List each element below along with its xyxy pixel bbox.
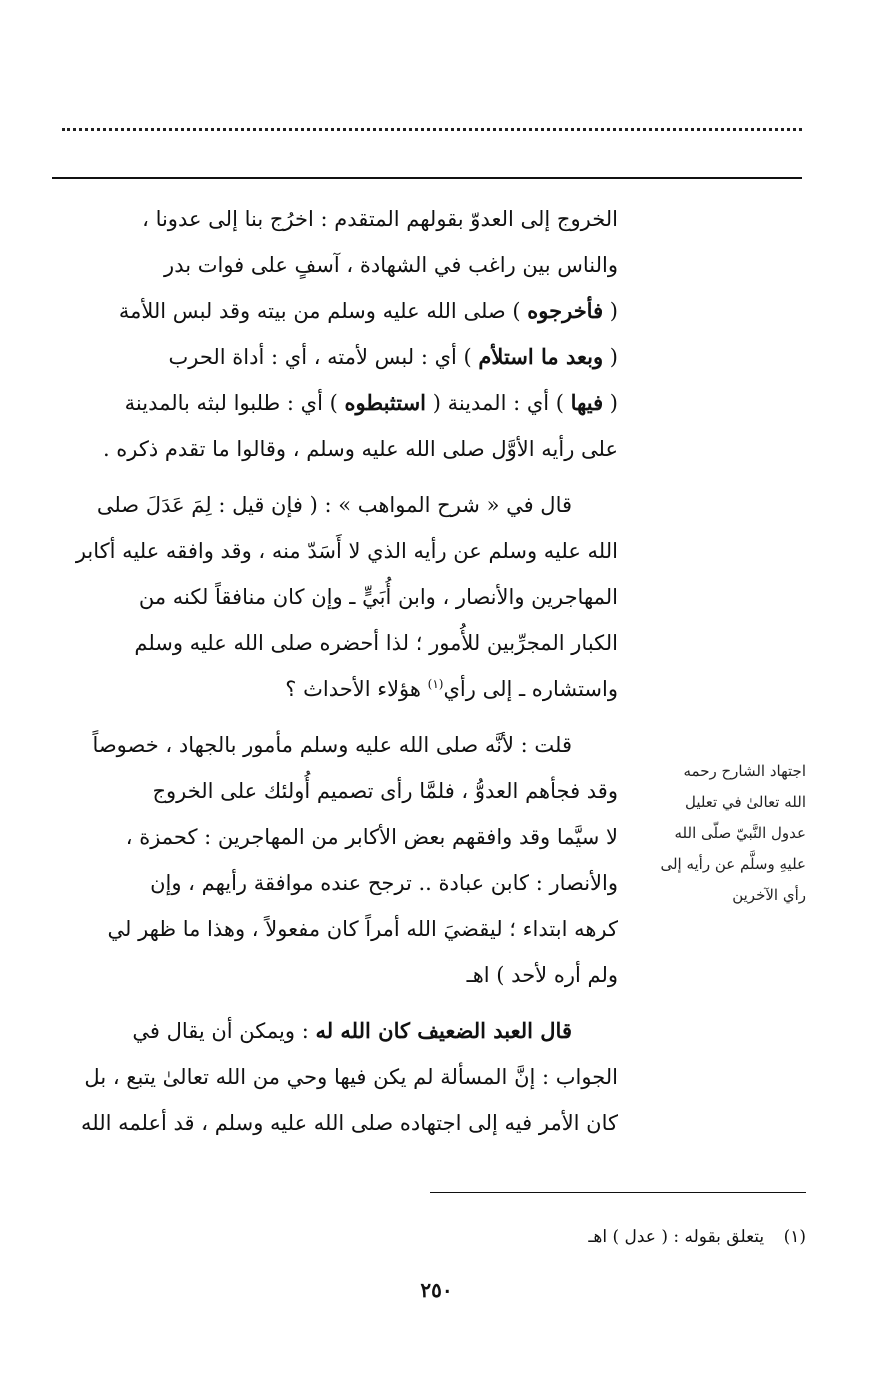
- text-run: ولم أره لأحد ) اهـ: [466, 963, 618, 987]
- text-line: [52, 1054, 618, 1100]
- text-run: الله عليه وسلم عن رأيه الذي لا أَسَدّ منه ، وقد وافقه عليه أكابر: [75, 539, 618, 563]
- text-run: والأنصار : كابن عبادة .. ترجح عنده موافقة رأيهم ، وإن: [150, 871, 618, 895]
- paragraph: [52, 482, 618, 712]
- text-line: [52, 334, 618, 380]
- text-run: كرهه ابتداء ؛ ليقضيَ الله أمراً كان مفعولاً ، وهذا ما ظهر لي: [107, 917, 618, 941]
- text-line: [52, 426, 618, 472]
- text-run: كان الأمر فيه إلى اجتهاده صلى الله عليه وسلم ، قد أعلمه الله: [81, 1111, 618, 1135]
- text-run: ) أي : طلبوا لبثه بالمدينة: [124, 391, 345, 415]
- text-line: [52, 620, 618, 666]
- text-line: [52, 906, 618, 952]
- margin-note-line: رأي الآخرين: [732, 886, 806, 904]
- text-line: [52, 814, 618, 860]
- text-line: [52, 1100, 618, 1146]
- text-run: ) أي : لبس لأمته ، أي : أداة الحرب: [168, 345, 479, 369]
- text-line: [52, 288, 618, 334]
- main-text: [52, 196, 618, 1146]
- header-dotted-rule: [62, 128, 802, 131]
- text-run: واستشاره ـ إلى رأي: [443, 677, 618, 701]
- margin-note-line: اجتهاد الشارح رحمه: [683, 762, 806, 780]
- text-run: قلت : لأنَّه صلى الله عليه وسلم مأمور بالجهاد ، خصوصاً: [92, 733, 572, 757]
- text-run: والناس بين راغب في الشهادة ، آسفٍ على فوات بدر: [164, 253, 618, 277]
- margin-note-line: عليهِ وسلَّم عن رأيه إلى: [660, 855, 806, 873]
- text-run: على رأيه الأوَّل صلى الله عليه وسلم ، وقالوا ما تقدم ذكره .: [102, 437, 618, 461]
- text-line: [52, 952, 618, 998]
- text-run: (: [603, 299, 618, 323]
- text-line: [52, 242, 618, 288]
- footnote-number: (١): [783, 1227, 806, 1247]
- bold-term: قال العبد الضعيف كان الله له: [315, 1018, 572, 1043]
- text-run: ) أي : المدينة (: [426, 391, 571, 415]
- bold-term: فيها: [570, 390, 604, 415]
- text-run: الجواب : إنَّ المسألة لم يكن فيها وحي من الله تعالىٰ يتبع ، بل: [84, 1065, 618, 1089]
- text-run: : ويمكن أن يقال في: [132, 1019, 316, 1043]
- text-run: قال في « شرح المواهب » : ( فإن قيل : لِمَ عَدَلَ صلى: [96, 493, 572, 517]
- bold-term: فأخرجوه: [527, 298, 604, 323]
- page-number: ٢٥٠: [420, 1278, 453, 1302]
- text-line: [52, 666, 618, 712]
- text-line: [52, 768, 618, 814]
- text-run: (: [603, 345, 618, 369]
- footnote-text: يتعلق بقوله : ( عدل ) اهـ: [588, 1227, 765, 1247]
- text-line: [52, 1008, 618, 1054]
- paragraph: [52, 1008, 618, 1146]
- text-run: ) صلى الله عليه وسلم من بيته وقد لبس اللأمة: [118, 299, 528, 323]
- text-line: [52, 196, 618, 242]
- text-line: [52, 860, 618, 906]
- footnote-rule: [430, 1192, 806, 1193]
- text-run: هؤلاء الأحداث ؟: [285, 677, 428, 701]
- text-run: وقد فجأهم العدوُّ ، فلمَّا رأى تصميم أُولئك على الخروج: [152, 779, 618, 803]
- header-rule: [52, 177, 802, 179]
- text-line: [52, 722, 618, 768]
- paragraph: [52, 196, 618, 472]
- margin-note: [640, 756, 806, 911]
- text-line: [52, 482, 618, 528]
- margin-note-line: الله تعالىٰ في تعليل: [684, 793, 806, 811]
- margin-note-line: عدول النَّبيّ صلّى الله: [674, 824, 806, 842]
- text-run: الخروج إلى العدوّ بقولهم المتقدم : اخرُج بنا إلى عدونا ،: [142, 207, 618, 231]
- text-run: الكبار المجرِّبين للأُمور ؛ لذا أحضره صلى الله عليه وسلم: [134, 631, 618, 655]
- footnote: [430, 1224, 806, 1250]
- paragraph: [52, 722, 618, 998]
- bold-term: استثبطوه: [344, 390, 427, 415]
- text-run: (: [603, 391, 618, 415]
- text-run: لا سيَّما وقد وافقهم بعض الأكابر من المهاجرين : كحمزة ،: [125, 825, 618, 849]
- text-run: المهاجرين والأنصار ، وابن أُبَيٍّ ـ وإن كان منافقاً لكنه من: [138, 585, 618, 609]
- text-line: [52, 380, 618, 426]
- bold-term: وبعد ما استلأم: [478, 344, 604, 369]
- text-line: [52, 528, 618, 574]
- text-line: [52, 574, 618, 620]
- footnote-ref: (١): [427, 677, 444, 691]
